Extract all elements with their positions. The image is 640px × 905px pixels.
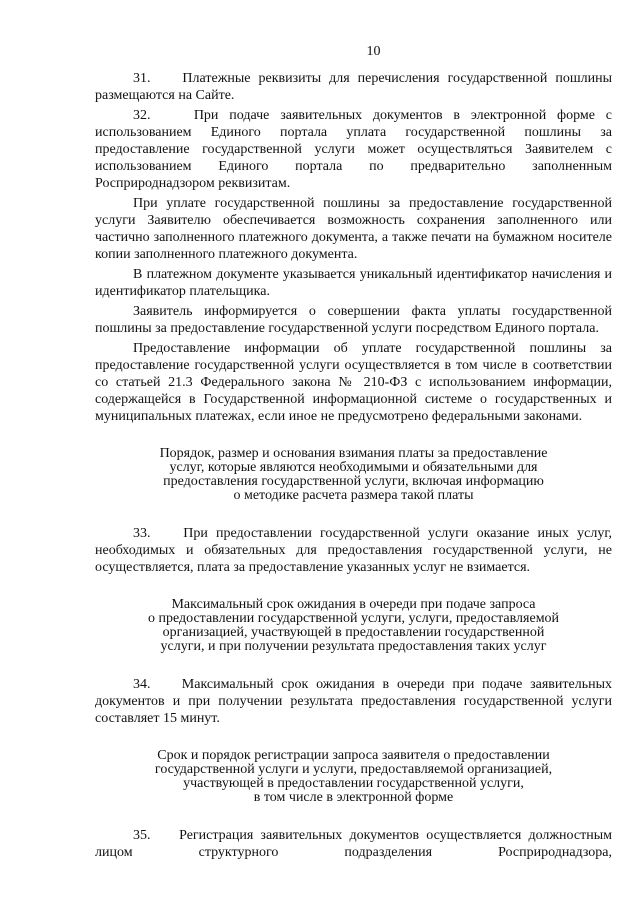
heading-line: услуг, которые являются необходимыми и обязательными для (169, 460, 538, 475)
heading-line: услуги, и при получении результата предоставления таких услуг (160, 639, 547, 654)
heading-line: предоставления государственной услуги, включая информацию (163, 474, 544, 489)
section-heading-queue-time (95, 598, 612, 654)
heading-line: о предоставлении государственной услуги, услуги, предоставляемой (147, 611, 560, 626)
heading-line: организацией, участвующей в предоставлении государственной (162, 625, 545, 640)
heading-line: Порядок, размер и основания взимания платы за предоставление (159, 446, 548, 461)
section-heading-fees (95, 447, 612, 503)
heading-line: государственной услуги и услуги, предоставляемой организацией, (154, 762, 553, 777)
paragraph-34: 34. Максимальный срок ожидания в очереди при подаче заявительных документов и при получении результата предоставления государственной услуги составляет 15 минут. (95, 677, 612, 726)
heading-line: в том числе в электронной форме (253, 790, 454, 805)
paragraph-payment-saving: При уплате государственной пошлины за предоставление государственной услуги Заявителю обеспечивается возможность сохранения заполненного или частично заполненного платежного документа, а также печати на бумажном носителе копии заполненного платежного документа. (95, 196, 612, 262)
paragraph-32: 32. При подаче заявительных документов в электронной форме с использованием Единого портала уплата государственной пошлины за предоставление государственной услуги может осуществляться Заявителем с использованием Единого портала по предварительно заполненным Росприроднадзором реквизитам. (95, 108, 612, 191)
paragraph-payment-identifier: В платежном документе указывается уникальный идентификатор начисления и идентификатор плательщика. (95, 267, 612, 299)
heading-line: Срок и порядок регистрации запроса заявителя о предоставлении (157, 748, 550, 763)
paragraph-31: 31. Платежные реквизиты для перечисления государственной пошлины размещаются на Сайте. (95, 71, 612, 103)
heading-line: о методике расчета размера такой платы (233, 488, 474, 503)
paragraph-payment-notification: Заявитель информируется о совершении факта уплаты государственной пошлины за предоставление государственной услуги посредством Единого портала. (95, 304, 612, 336)
section-heading-registration (95, 749, 612, 805)
paragraph-35: 35. Регистрация заявительных документов осуществляется должностным лицом структурного подразделения Росприроднадзора, (95, 828, 612, 860)
paragraph-payment-information: Предоставление информации об уплате государственной пошлины за предоставление государственной услуги осуществляется в том числе в соответствии со статьей 21.3 Федерального закона № 210-ФЗ с использованием информации, содержащейся в Государственной информационной системе о государственных и муниципальных платежах, если иное не предусмотрено федеральными законами. (95, 341, 612, 424)
heading-line: участвующей в предоставлении государственной услуги, (183, 776, 524, 791)
paragraph-33: 33. При предоставлении государственной услуги оказание иных услуг, необходимых и обязательных для предоставления государственной услуги, не осуществляется, плата за предоставление указанных услуг не взимается. (95, 526, 612, 575)
page-number: 10 (366, 44, 381, 59)
heading-line: Максимальный срок ожидания в очереди при подаче запроса (171, 597, 536, 612)
